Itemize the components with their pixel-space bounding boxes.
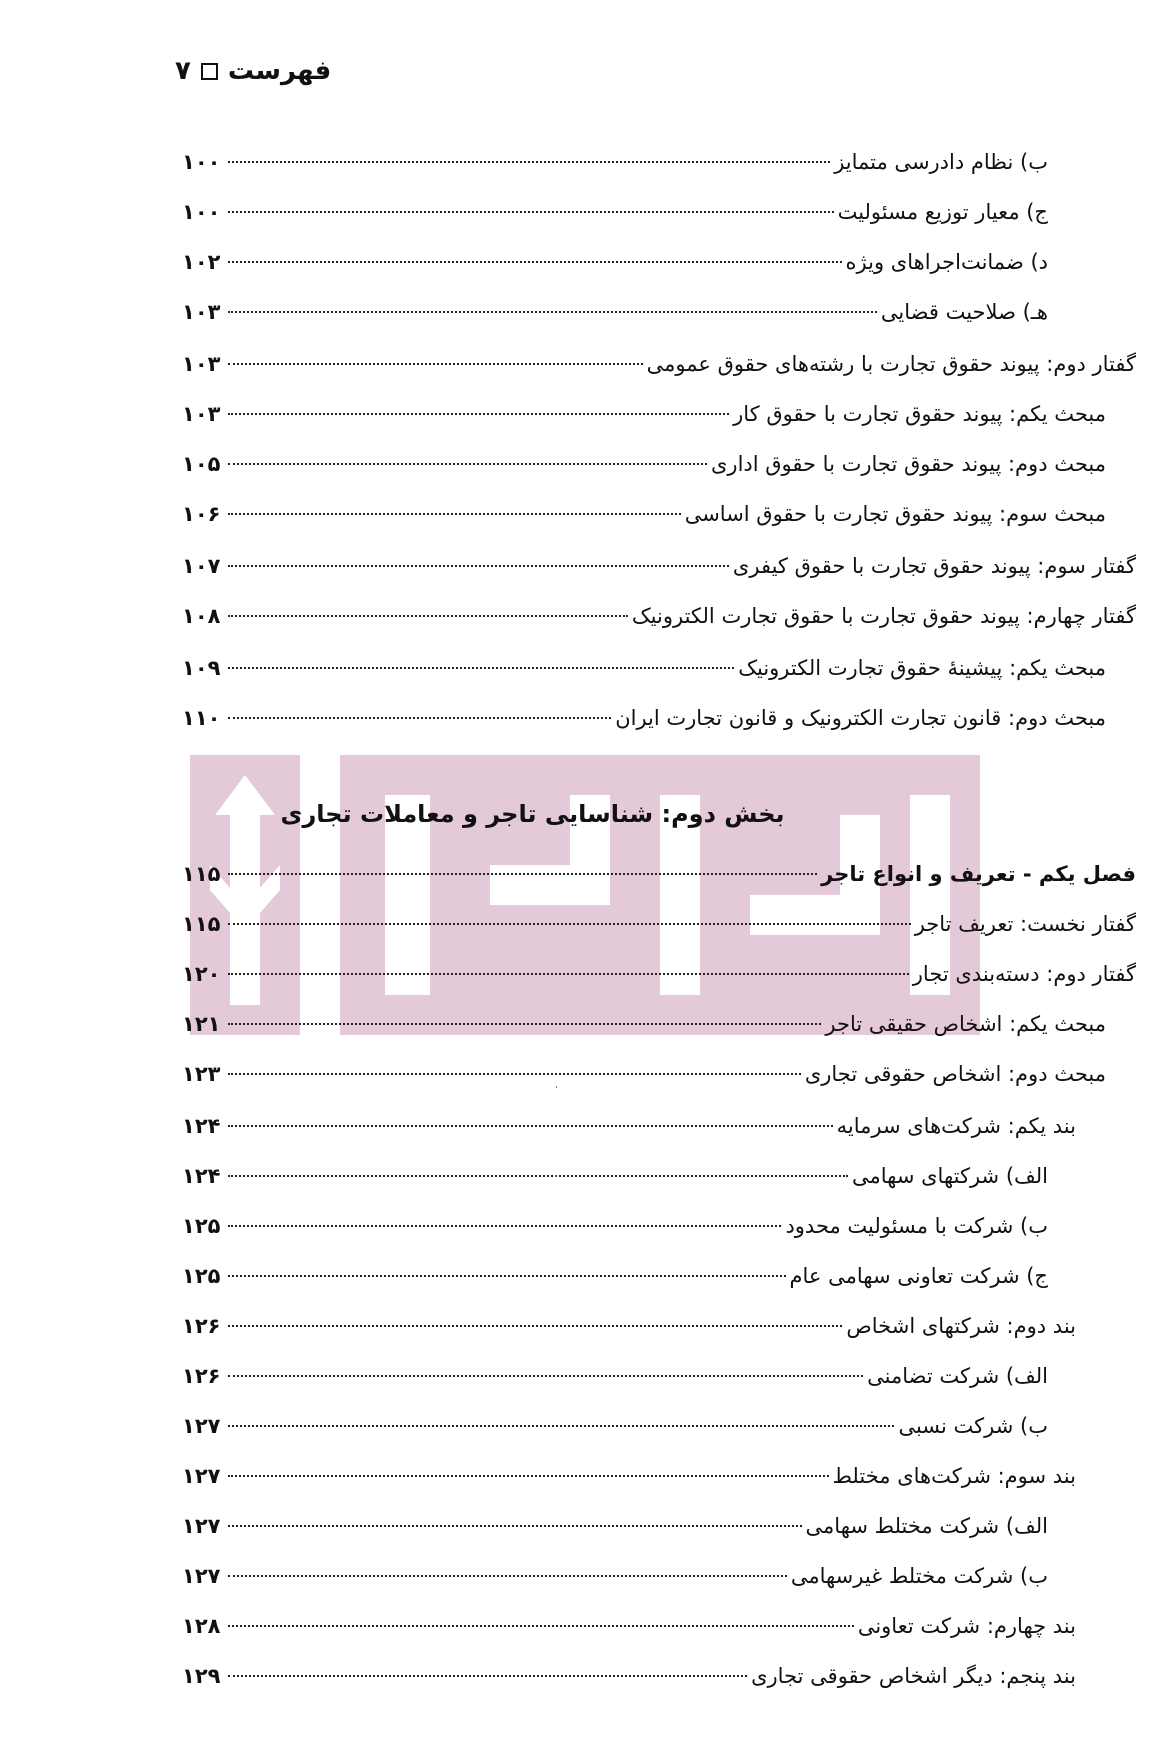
- toc-entry-title: مبحث یکم: اشخاص حقیقی تاجر: [825, 1012, 1106, 1036]
- toc-entry-title: مبحث سوم: پیوند حقوق تجارت با حقوق اساسی: [684, 502, 1106, 526]
- toc-entry-title: الف) شرکت تضامنی: [867, 1364, 1048, 1388]
- toc-entry: [182, 1206, 1048, 1246]
- toc-entry-title: گفتار چهارم: پیوند حقوق تجارت با حقوق تجارت الکترونیک: [631, 604, 1136, 628]
- toc-entry: [182, 854, 1136, 894]
- toc-entry-page: ۱۱۵: [182, 912, 221, 936]
- toc-entry-page: ۱۰۳: [182, 402, 221, 426]
- section-heading: بخش دوم: شناسایی تاجر و معاملات تجاری: [280, 800, 785, 828]
- header-page-number: ۷: [175, 56, 191, 86]
- toc-entry-title: بند دوم: شرکتهای اشخاص: [846, 1314, 1076, 1338]
- toc-entry: [182, 1156, 1048, 1196]
- toc-entry: [182, 1506, 1048, 1546]
- toc-entry-title: ب) شرکت مختلط غیرسهامی: [790, 1564, 1048, 1588]
- toc-entry-title: مبحث دوم: اشخاص حقوقی تجاری: [804, 1062, 1106, 1086]
- dot-leader: [228, 1073, 801, 1075]
- toc-entry-title: فصل یکم - تعریف و انواع تاجر: [821, 862, 1136, 886]
- toc-entry-title: ب) شرکت نسبی: [898, 1414, 1048, 1438]
- toc-entry-title: گفتار سوم: پیوند حقوق تجارت با حقوق کیفری: [732, 554, 1136, 578]
- toc-entry-title: گفتار دوم: دسته‌بندی تجار: [912, 962, 1136, 986]
- dot-leader: [228, 1575, 787, 1577]
- toc-entry: [182, 1356, 1048, 1396]
- toc-entry-page: ۱۲۴: [182, 1164, 221, 1188]
- toc-entry-page: ۱۲۳: [182, 1062, 221, 1086]
- toc-entry: [182, 1004, 1106, 1044]
- toc-entry-title: د) ضمانت‌اجراهای ویژه: [845, 250, 1048, 274]
- toc-entry-title: هـ) صلاحیت قضایی: [880, 300, 1048, 324]
- dot-leader: [228, 1325, 842, 1327]
- toc-entry: [182, 1606, 1076, 1646]
- toc-entry-page: ۱۲۵: [182, 1264, 221, 1288]
- toc-entry-title: الف) شرکت مختلط سهامی: [805, 1514, 1048, 1538]
- header-title: فهرست: [227, 56, 332, 86]
- toc-entry-page: ۱۲۷: [182, 1564, 221, 1588]
- toc-entry-title: گفتار نخست: تعریف تاجر: [914, 912, 1136, 936]
- toc-entry-title: الف) شرکتهای سهامی: [852, 1164, 1048, 1188]
- scan-speck: [556, 1086, 557, 1088]
- dot-leader: [228, 873, 817, 875]
- toc-entry-page: ۱۰۵: [182, 452, 221, 476]
- toc-entry-page: ۱۰۹: [182, 656, 221, 680]
- toc-entry-page: ۱۲۵: [182, 1214, 221, 1238]
- toc-entry-title: ب) نظام دادرسی متمایز: [834, 150, 1048, 174]
- dot-leader: [228, 1625, 854, 1627]
- toc-entry-title: ج) معیار توزیع مسئولیت: [837, 200, 1048, 224]
- toc-entry: [182, 904, 1136, 944]
- toc-entry-title: بند پنجم: دیگر اشخاص حقوقی تجاری: [751, 1664, 1076, 1688]
- toc-entry-page: ۱۱۵: [182, 862, 221, 886]
- toc-entry: [182, 1656, 1076, 1696]
- dot-leader: [228, 923, 911, 925]
- toc-entry: [182, 1406, 1048, 1446]
- toc-entry-page: ۱۲۶: [182, 1314, 221, 1338]
- toc-entry-page: ۱۱۰: [182, 706, 221, 730]
- toc-entry-page: ۱۲۸: [182, 1614, 221, 1638]
- toc-entry: [182, 1556, 1048, 1596]
- toc-entry-title: گفتار دوم: پیوند حقوق تجارت با رشته‌های حقوق عمومی: [646, 352, 1136, 376]
- toc-entry-title: ج) شرکت تعاونی سهامی عام: [789, 1264, 1048, 1288]
- toc-entry-page: ۱۲۷: [182, 1464, 221, 1488]
- toc-entry-page: ۱۲۰: [182, 962, 221, 986]
- dot-leader: [228, 1125, 833, 1127]
- toc-entry-page: ۱۰۳: [182, 352, 221, 376]
- toc-entry-page: ۱۰۷: [182, 554, 221, 578]
- dot-leader: [228, 1275, 786, 1277]
- toc-entry-page: ۱۰۰: [182, 150, 221, 174]
- toc-entry-title: بند یکم: شرکت‌های سرمایه: [836, 1114, 1076, 1138]
- toc-entry: [182, 1106, 1076, 1146]
- toc-entry-title: مبحث یکم: پیشینهٔ حقوق تجارت الکترونیک: [738, 656, 1106, 680]
- toc-entry-title: مبحث دوم: پیوند حقوق تجارت با حقوق اداری: [710, 452, 1106, 476]
- toc-entry-page: ۱۲۷: [182, 1414, 221, 1438]
- toc-entry: [182, 1054, 1106, 1094]
- scan-speck: [555, 1175, 556, 1177]
- toc-entry-page: ۱۲۹: [182, 1664, 221, 1688]
- toc-entry-title: بند سوم: شرکت‌های مختلط: [832, 1464, 1076, 1488]
- toc-entry-title: مبحث یکم: پیوند حقوق تجارت با حقوق کار: [733, 402, 1106, 426]
- dot-leader: [228, 1375, 863, 1377]
- toc-entry-title: بند چهارم: شرکت تعاونی: [857, 1614, 1076, 1638]
- toc-entry-page: ۱۰۸: [182, 604, 221, 628]
- dot-leader: [228, 1525, 802, 1527]
- toc-entry-page: ۱۰۰: [182, 200, 221, 224]
- dot-leader: [228, 1425, 894, 1427]
- toc-entry-title: مبحث دوم: قانون تجارت الکترونیک و قانون تجارت ایران: [615, 706, 1106, 730]
- toc-entry-title: ب) شرکت با مسئولیت محدود: [785, 1214, 1048, 1238]
- toc-entry: [182, 1256, 1048, 1296]
- toc-entry: [182, 1306, 1076, 1346]
- toc-entry-page: ۱۲۴: [182, 1114, 221, 1138]
- dot-leader: [228, 1675, 747, 1677]
- toc-entry-page: ۱۰۳: [182, 300, 221, 324]
- toc-entry-page: ۱۲۷: [182, 1514, 221, 1538]
- toc-entry-page: ۱۲۱: [182, 1012, 221, 1036]
- toc-entry: [182, 954, 1136, 994]
- dot-leader: [228, 1175, 848, 1177]
- dot-leader: [228, 1225, 781, 1227]
- toc-entry: [182, 1456, 1076, 1496]
- toc-entry-page: ۱۰۲: [182, 250, 221, 274]
- dot-leader: [228, 973, 909, 975]
- dot-leader: [228, 1475, 829, 1477]
- toc-entry-page: ۱۰۶: [182, 502, 221, 526]
- toc-entry-page: ۱۲۶: [182, 1364, 221, 1388]
- dot-leader: [228, 1023, 821, 1025]
